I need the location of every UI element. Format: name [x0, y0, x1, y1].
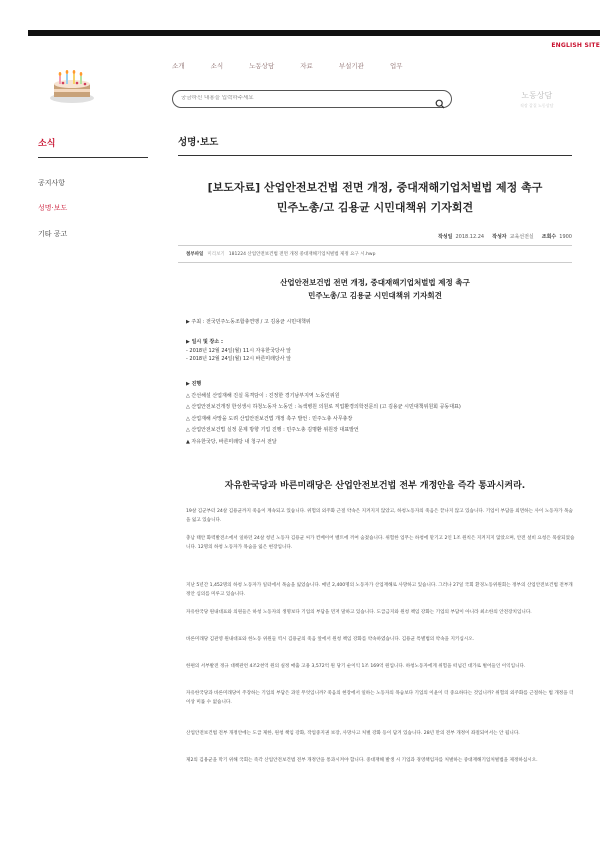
search-box [172, 90, 452, 108]
host-line: ▶ 주최 : 전국민주노동조합총연맹 / 고 김용균 시민대책위 [186, 319, 311, 325]
body-paragraph: 지난 5년간 1,452명의 하청 노동자가 일터에서 목숨을 잃었습니다. 매년 2,400명의 노동자가 산업재해로 사망하고 있습니다. 그러나 27일 국회 환경노동위원회는 정부의 산업안전보건법 전부개정안 심의를 미루고 있습니다. [186, 583, 573, 597]
top-bar [0, 0, 600, 30]
statement-headline: 자유한국당과 바른미래당은 산업안전보건법 전부 개정안을 즉각 통과시켜라. [224, 481, 526, 491]
counsel-banner-title: 노동상담 [521, 91, 553, 100]
program-line: △ 산업안전보건개정 한성생시 하청노동자 노동인 : 녹색병원 의원로 직업환경의학전문의 (고 김용균 시민대책위원회 공동대표) [186, 404, 461, 410]
attachment-row [186, 251, 375, 257]
body-title-line-1: 산업안전보건법 전면 개정, 중대재해기업처벌법 제정 촉구 [280, 278, 470, 287]
nav-item-news[interactable]: 소식 [210, 62, 224, 70]
nav-item-work[interactable]: 업무 [389, 62, 403, 70]
nav-item-intro[interactable]: 소개 [172, 62, 185, 70]
nav-item-affiliates[interactable]: 부설기관 [338, 62, 364, 70]
body-title [178, 276, 572, 302]
sidebar-divider [38, 157, 148, 158]
body-paragraph: 충남 태안 화력발전소에서 일하던 24살 청년 노동자 김용균 씨가 컨베이어 벨트에 끼여 숨졌습니다. 위험한 업무는 하청에 맡기고 2인 1조 원칙은 지켜지지 않았으며, 안전 설비 요청은 묵살되었습니다. 12명의 하청 노동자가 목숨을 잃은 현장입니다. [186, 536, 575, 550]
body-paragraph: 자유한국당 원내대표와 의원들은 하청 노동자의 생명보다 기업의 부담을 먼저 말하고 있습니다. 도급금지와 원청 책임 강화는 기업의 부담이 아니라 최소한의 안전장치입니다. [186, 610, 532, 615]
attachment-label: 첨부파일 [186, 252, 204, 257]
english-site-link[interactable]: ENGLISH SITE [551, 42, 600, 49]
attachment-preview-link[interactable]: 미리보기 [207, 252, 225, 257]
body-paragraph: 자유한국당과 바른미래당이 주장하는 기업의 부담은 과연 무엇입니까? 죽음의 현장에서 일하는 노동자의 목숨보다 기업의 이윤이 더 중요하다는 것입니까? 위험의 외주화를 근절하는 법 개정을 더 이상 미룰 수 없습니다. [186, 691, 574, 705]
sidebar-item-notice[interactable]: 공지사항 [38, 179, 66, 187]
body-paragraph: 바른미래당 김관영 원내대표와 한노동 위원들 역시 김용균의 죽음 앞에서 원청 책임 강화를 약속하였습니다. 김용균 특별법의 약속을 지키십시오. [186, 637, 475, 642]
nav-item-resources[interactable]: 자료 [300, 62, 313, 70]
program-heading: ▶ 진행 [186, 381, 202, 387]
post-views: 조회수 1900 [541, 234, 572, 240]
program-line: △ 산업재해 사망을 도려 산업안전보건법 개정 촉구 발언 : 민주노총 사무총장 [186, 415, 353, 422]
body-paragraph: 제2의 김용균을 막기 위해 국회는 즉각 산업안전보건법 전부 개정안을 통과시켜야 합니다. 중대재해 발생 시 기업과 경영책임자를 처벌하는 중대재해기업처벌법을 제정하십시오. [186, 758, 538, 763]
sidebar-item-other-notice[interactable]: 기타 공고 [38, 230, 68, 238]
counsel-banner-sub: 직장 갑질 노동상담 [520, 103, 554, 108]
body-paragraph: 19살 김군부터 24살 김용균까지 죽음이 계속되고 있습니다. 위험의 외주화 근절 약속은 지켜지지 않았고, 하청노동자의 죽음은 끝나지 않고 있습니다. 기업이 부담을 외면하는 사이 노동자가 목숨을 잃고 있습니다. [186, 509, 573, 523]
top-divider [28, 30, 600, 36]
program-line: △ 산업안전보건법 실정 문제 방향 기업 진행 : 민주노총 김명환 위원장 대표발언 [186, 427, 359, 433]
post-title-line-2: 민주노총/고 김용균 시민대책위 기자회견 [276, 201, 474, 214]
schedule-block [186, 338, 576, 364]
body-paragraph: 산업안전보건법 전부 개정안에는 도급 제한, 원청 책임 강화, 작업중지권 보장, 사망사고 처벌 강화 등이 담겨 있습니다. 28년 만의 전부 개정이 좌절되어서는 안 됩니다. [186, 731, 520, 736]
body-title-line-2: 민주노총/고 김용균 시민대책위 기자회견 [308, 291, 442, 300]
sidebar-item-statements[interactable]: 성명·보도 [38, 204, 68, 212]
schedule-line: - 2018년 12월 24일(월) 11시 자유한국당사 앞 [186, 347, 292, 354]
post-title [178, 178, 572, 218]
post-meta [438, 233, 572, 240]
title-divider [178, 155, 572, 156]
sidebar-title: 소식 [38, 139, 56, 149]
main-nav [172, 61, 429, 70]
schedule-line: - 2018년 12월 24일(월) 12시 바른미래당사 앞 [186, 356, 292, 362]
post-date: 작성일 2018.12.24 [437, 234, 485, 240]
body-paragraph: 한편의 서부발전 정규 대책관련 4조2천억 원의 실정 매출 고용 3,572억 원 당기 순이익 1조 169억 원입니다. 하청노동자에게 위험을 떠넘긴 대가로 벌어들인 이익입니다. [186, 664, 526, 669]
attachment-file-link[interactable]: 181224 산업안전보건법 전면 개정 중대재해기업처벌법 제정 요구 시.hwp [228, 252, 376, 257]
post-title-line-1: [보도자료] 산업안전보건법 전면 개정, 중대재해기업처벌법 제정 촉구 [207, 181, 543, 194]
search-icon[interactable] [435, 94, 445, 104]
program-block [186, 380, 576, 446]
search-input[interactable] [181, 95, 421, 101]
attachment-divider [178, 262, 572, 263]
nav-item-counsel[interactable]: 노동상담 [249, 62, 275, 70]
meta-divider [178, 245, 572, 246]
counsel-banner[interactable] [520, 90, 553, 109]
program-line: △ 간선해설 산업재해 진실 목격담이 : 진정한 경기남부지역 노동인위원 [186, 392, 340, 399]
post-author: 작성자 교육선전실 [492, 234, 534, 240]
page-title: 성명·보도 [178, 137, 219, 148]
cake-logo-icon[interactable] [47, 62, 97, 104]
schedule-heading: ▶ 일시 및 장소 : [186, 339, 223, 345]
program-line: ▲ 자유한국당, 바른미래당 내 청구서 전달 [186, 438, 277, 445]
